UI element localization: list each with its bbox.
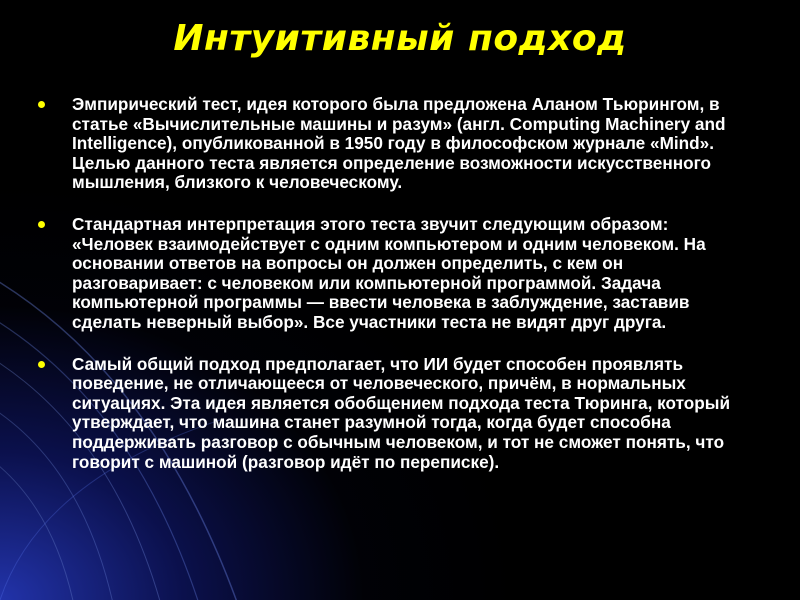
bullet-item (36, 215, 736, 333)
bullet-item (36, 95, 736, 193)
bullet-text: Стандартная интерпретация этого теста звучит следующим образом: «Человек взаимодействует с одним компьютером и одним человеком. На основании ответов на вопросы он должен определить, с кем он разговаривает: с человеком или компьютерной программой. Задача компьютерной программы — ввести человека в заблуждение, заставив сделать неверный выбор». Все участники теста не видят друг друга. (72, 213, 706, 332)
bullet-dot-icon (38, 221, 45, 228)
bullet-text: Самый общий подход предполагает, что ИИ будет способен проявлять поведение, не отличающееся от человеческого, причём, в нормальных ситуациях. Эта идея является обобщением подхода теста Тюринга, который утверждает, что машина станет разумной тогда, когда будет способна поддерживать разговор с обычным человеком, и тот не сможет понять, что говорит с машиной (разговор идёт по переписке). (72, 353, 731, 472)
bullet-item (36, 355, 736, 473)
bullet-text: Эмпирический тест, идея которого была предложена Аланом Тьюрингом, в статье «Вычислительные машины и разум» (англ. Computing Machinery and Intelligence), опубликованной в 1950 году в философском журнале «Mind». Целью данного теста является определение возможности искусственного мышления, близкого к человеческому. (72, 94, 726, 193)
bullet-dot-icon (38, 361, 45, 368)
slide-title: Интуитивный подход (173, 18, 627, 59)
bullet-list (36, 95, 736, 494)
bullet-dot-icon (38, 101, 45, 108)
